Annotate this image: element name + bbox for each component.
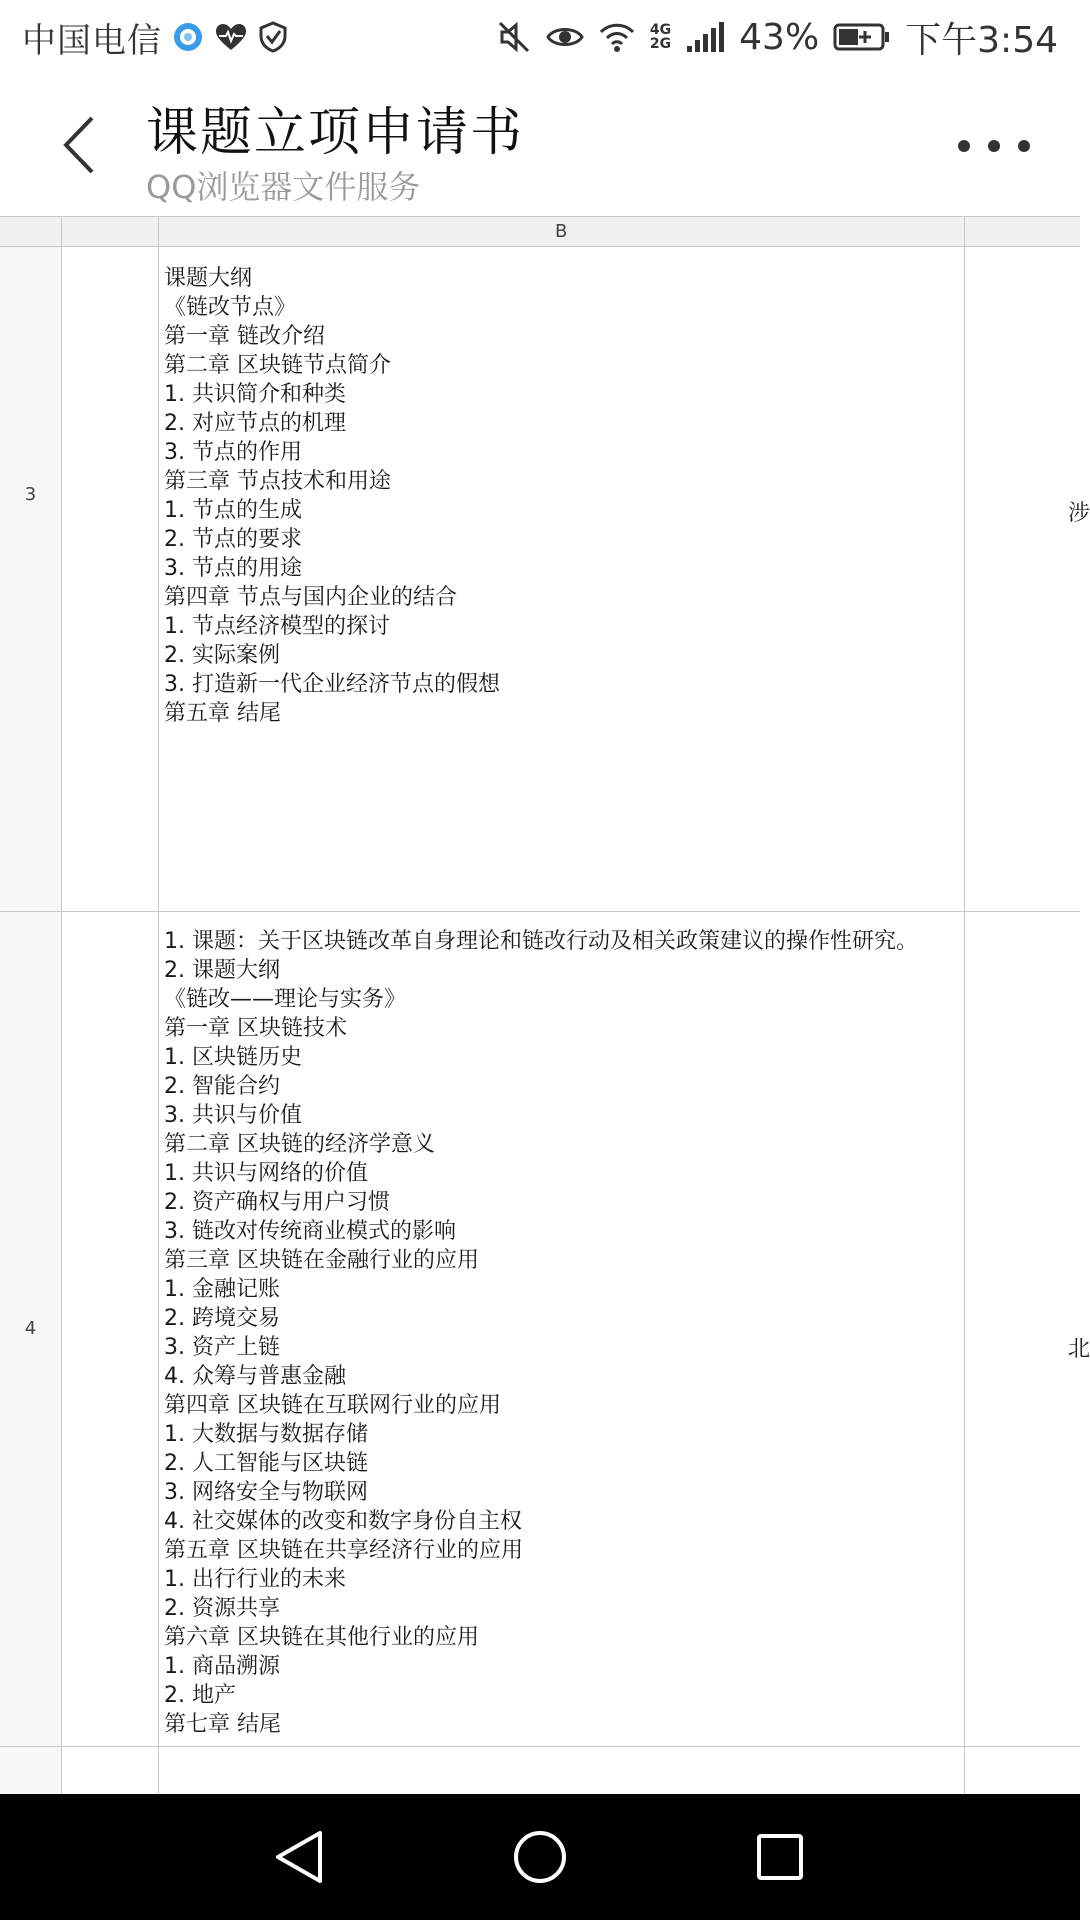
cell-line: 3. 打造新一代企业经济节点的假想 [164, 672, 500, 697]
cell-line: 2. 课题大纲 [164, 958, 280, 983]
back-arrow-icon [52, 110, 112, 180]
cell-line: 2. 节点的要求 [164, 527, 302, 552]
cell-c4-partial[interactable]: 北 [1068, 1337, 1090, 1362]
page-title: 课题立项申请书 [146, 103, 525, 163]
cell-line: 第三章 节点技术和用途 [164, 469, 391, 494]
more-dot [988, 140, 1000, 152]
cell-line: 第四章 区块链在互联网行业的应用 [164, 1393, 501, 1418]
back-button[interactable] [52, 110, 112, 180]
shield-icon [258, 21, 288, 53]
cell-line: 2. 智能合约 [164, 1074, 280, 1099]
nav-recents-button[interactable] [750, 1827, 810, 1887]
clock: 下午3:54 [905, 19, 1058, 61]
grid-line [61, 216, 62, 1794]
cell-line: 第一章 区块链技术 [164, 1016, 347, 1041]
spreadsheet-view[interactable] [0, 216, 1090, 1794]
battery-icon [833, 22, 891, 52]
carrier-name: 中国电信 [22, 20, 162, 61]
nav-home-button[interactable] [510, 1827, 570, 1887]
nav-back-icon [270, 1827, 330, 1887]
row-header-column [0, 246, 61, 1794]
cell-line: 2. 实际案例 [164, 643, 280, 668]
cell-line: 2. 人工智能与区块链 [164, 1451, 368, 1476]
cell-line: 课题大纲 [164, 266, 253, 291]
cell-line: 1. 大数据与数据存储 [164, 1422, 368, 1447]
cell-line: 3. 共识与价值 [164, 1103, 302, 1128]
page-subtitle: QQ浏览器文件服务 [146, 168, 421, 206]
more-icon[interactable] [958, 134, 1030, 158]
cell-line: 《链改节点》 [164, 295, 297, 320]
cell-line: 第四章 节点与国内企业的结合 [164, 585, 457, 610]
cell-line: 第二章 区块链的经济学意义 [164, 1132, 435, 1157]
signal-icon [685, 20, 725, 54]
cell-line: 第五章 区块链在共享经济行业的应用 [164, 1538, 523, 1563]
more-dot [958, 140, 970, 152]
battery-percent: 43% [739, 16, 820, 58]
grid-line [0, 911, 1080, 912]
cell-line: 1. 共识简介和种类 [164, 382, 346, 407]
nav-back-button[interactable] [270, 1827, 330, 1887]
cell-line: 1. 节点经济模型的探讨 [164, 614, 390, 639]
mute-icon [496, 19, 532, 55]
cell-line: 《链改——理论与实务》 [164, 987, 407, 1012]
grid-line [158, 216, 159, 1794]
cell-line: 第三章 区块链在金融行业的应用 [164, 1248, 479, 1273]
cell-line: 4. 社交媒体的改变和数字身份自主权 [164, 1509, 522, 1534]
cell-line: 2. 对应节点的机理 [164, 411, 346, 436]
network-type: 4G 2G [649, 22, 672, 52]
cell-line: 1. 商品溯源 [164, 1654, 280, 1679]
cell-line: 2. 资产确权与用户习惯 [164, 1190, 390, 1215]
column-header-b[interactable]: B [555, 221, 568, 242]
cell-line: 3. 节点的用途 [164, 556, 302, 581]
row-header-4[interactable]: 4 [24, 1318, 37, 1339]
qq-browser-icon [172, 21, 204, 53]
wifi-icon [598, 21, 636, 53]
cell-line: 第二章 区块链节点简介 [164, 353, 391, 378]
cell-line: 2. 跨境交易 [164, 1306, 280, 1331]
cell-line: 2. 资源共享 [164, 1596, 280, 1621]
cell-line: 3. 链改对传统商业模式的影响 [164, 1219, 456, 1244]
cell-line: 第五章 结尾 [164, 701, 281, 726]
grid-line [0, 246, 1080, 247]
cell-line: 1. 课题：关于区块链改革自身理论和链改行动及相关政策建议的操作性研究。 [164, 929, 918, 954]
cell-line: 1. 共识与网络的价值 [164, 1161, 368, 1186]
cell-line: 第六章 区块链在其他行业的应用 [164, 1625, 479, 1650]
grid-line [0, 1746, 1080, 1747]
status-left [22, 13, 288, 62]
cell-line: 1. 金融记账 [164, 1277, 280, 1302]
navigation-bar [0, 1794, 1080, 1920]
more-dot [1018, 140, 1030, 152]
eye-icon [546, 22, 584, 52]
nav-home-icon [510, 1827, 570, 1887]
cell-c3-partial[interactable]: 涉 [1068, 501, 1090, 526]
cell-line: 1. 出行行业的未来 [164, 1567, 346, 1592]
cell-line: 第七章 结尾 [164, 1712, 281, 1737]
cell-b4[interactable] [164, 927, 958, 1742]
row-header-3[interactable]: 3 [24, 484, 37, 505]
cell-line: 3. 资产上链 [164, 1335, 280, 1360]
cell-line: 2. 地产 [164, 1683, 236, 1708]
status-bar [0, 0, 1080, 74]
grid-line [964, 216, 965, 1794]
status-right [496, 12, 1058, 63]
cell-line: 3. 节点的作用 [164, 440, 302, 465]
cell-line: 4. 众筹与普惠金融 [164, 1364, 346, 1389]
cell-line: 1. 区块链历史 [164, 1045, 302, 1070]
cell-line: 第一章 链改介绍 [164, 324, 325, 349]
column-header-row [0, 216, 1080, 246]
title-bar [0, 74, 1080, 216]
cell-line: 1. 节点的生成 [164, 498, 302, 523]
cell-line: 3. 网络安全与物联网 [164, 1480, 368, 1505]
health-icon [214, 22, 248, 52]
cell-b3[interactable] [164, 264, 958, 728]
nav-recents-icon [750, 1827, 810, 1887]
